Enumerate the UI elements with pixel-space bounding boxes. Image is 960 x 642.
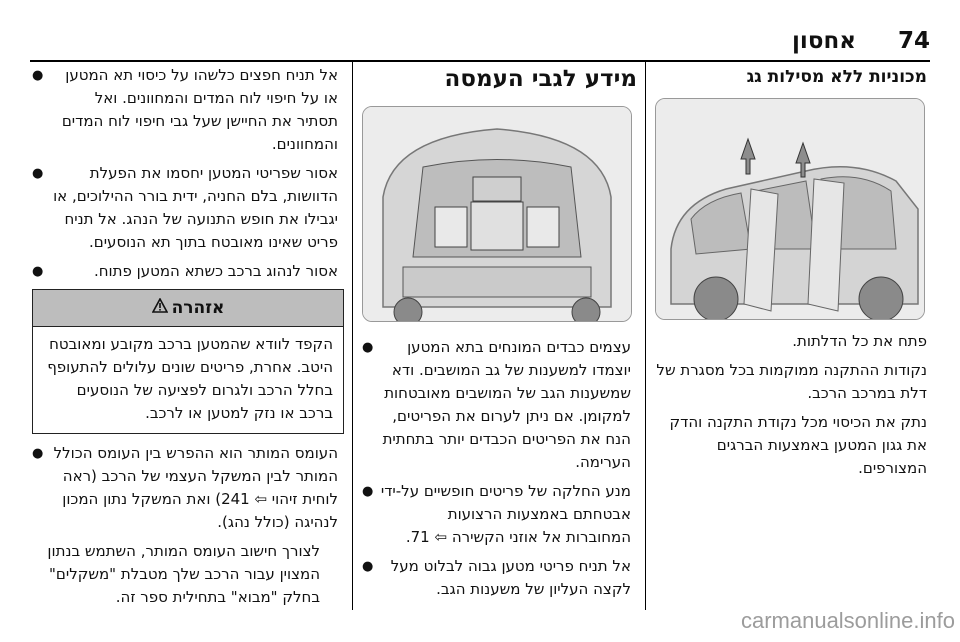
list-item-text: עצמים כבדים המונחים בתא המטען יוצמדו למשענות של גב המושבים. ודא שמשענות הגב של המושבים מאובטחות למקומן. אם ניתן לערום את הפריטים, הנח את הפריטים הכבדים יותר בתחתית הערימה. [382,338,631,471]
cargo-area-figure [362,106,632,322]
bullet-icon: ● [32,264,44,279]
section-loading-info [362,64,637,607]
warning-title: אזהרה [171,298,225,318]
bullet-icon: ● [362,484,374,499]
bullet-icon: ● [32,446,44,461]
list-item [362,336,637,474]
list-item [32,162,344,254]
bullet-icon: ● [32,166,44,181]
list-item-text: העומס המותר הוא ההפרש בין העומס הכולל המותר לבין המשקל העצמי של הרכב (ראה לוחית זיהוי ⇦ 241) ואת המשקל נתון המכון לנהיגה (כולל נהג). [53,444,338,531]
bullet-icon: ● [362,340,374,355]
car-doors-figure [655,98,925,320]
bullet-icon: ● [362,559,374,574]
list-item [362,555,637,601]
section-title: מכוניות ללא מסילות גג [746,67,927,87]
list-item [362,480,637,549]
car-side-doors-open-illustration [656,99,924,319]
list-item [32,64,344,156]
warning-box [32,289,344,434]
section-flat-floor [655,64,927,486]
list-item [32,260,344,283]
section-right-column [32,64,344,615]
watermark: carmanualsonline.info [740,608,955,633]
list-item-text: אל תניח פריטי מטען גבוה לבלוט מעל לקצה העליון של משענות הגב. [390,557,631,598]
list-item [32,442,344,534]
list-item-text: אסור שפריטי המטען יחסמו את הפעלת הדוושות, בלם החניה, ידית בורר ההילוכים, או יגבילו את חופש התנועה של הנהג. אל תניח פריט שאינו מאובטח בתוך תא הנוסעים. [53,164,338,251]
list-item-text: אסור לנהוג ברכב כשתא המטען פתוח. [93,262,338,280]
paragraph: פתח את כל הדלתות. [792,332,927,350]
column-divider-right [645,62,646,610]
page-number: 74 [897,28,930,54]
header-rule [30,60,930,62]
list-item-text: מנע החלקה של פריטים חופשיים על-ידי אבטחתם באמצעות הרצועות המחוברות אל אוזני הקשירה ⇦ 71. [380,482,631,546]
warning-header [33,290,343,327]
paragraph: נקודות ההתקנה ממוקמות בכל מסגרת של דלת במרכב הרכב. [656,361,927,402]
list-item-text: אל תניח חפצים כלשהו על כיסוי תא המטען או על חיפוי לוח המדים והמחוונים. ואל תסתיר את החיישן שעל גבי חיפוי לוח המדים והמחוונים. [61,66,338,153]
paragraph: לצורך חישוב העומס המותר, השתמש בנתון המצוין עבור הרכב שלך מטבלת "משקלים" בחלק "מבוא" בתחילית ספר זה. [47,542,320,606]
bullet-icon: ● [32,68,44,83]
column-divider-left [352,62,353,610]
cargo-area-with-boxes-illustration [363,107,631,321]
warning-body: הקפד לוודא שהמטען ברכב מקובע ומאובטח היטב. אחרת, פריטים שונים עלולים להתעופף בחלל הרכב ולגרום לפציעה של הנוסעים ברכב או נזק למטען או לרכב. [47,335,333,422]
page-title: אחסון [792,28,856,54]
warning-triangle-icon [152,298,168,318]
paragraph: נתק את הכיסוי מכל נקודת התקנה והדק את גגון המטען באמצעות הברגים המצורפים. [669,413,927,477]
section-title: מידע לגבי העמסה [444,66,637,92]
